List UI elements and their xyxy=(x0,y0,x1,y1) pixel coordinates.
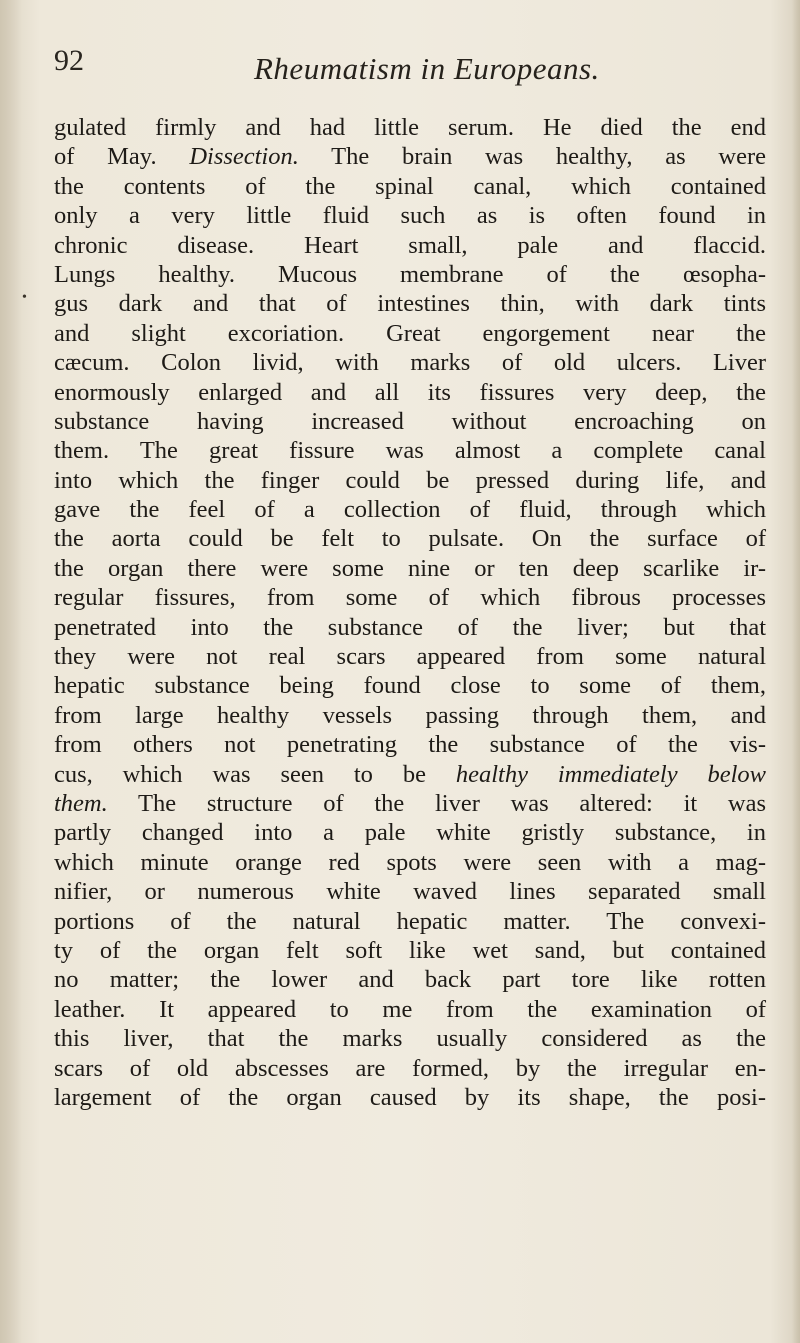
text-line xyxy=(54,524,766,553)
line-text: which minute orange red spots were seen with a mag- xyxy=(54,848,766,876)
text-line xyxy=(54,348,766,377)
text-line xyxy=(54,319,766,348)
line-text: from large healthy vessels passing through them, and xyxy=(54,701,766,729)
line-text: regular fissures, from some of which fibrous processes xyxy=(54,584,766,612)
text-line xyxy=(54,818,766,847)
text-line xyxy=(54,289,766,318)
line-text: penetrated into the substance of the liver; but that xyxy=(54,613,766,641)
line-text: gave the feel of a collection of fluid, through which xyxy=(54,496,766,524)
line-text: the aorta could be felt to pulsate. On the surface of xyxy=(54,525,766,553)
text-line xyxy=(54,642,766,671)
text-line xyxy=(54,142,766,171)
italic-text: them. xyxy=(54,789,108,817)
line-text: from others not penetrating the substance of the vis- xyxy=(54,731,766,759)
line-text: The structure of the liver was altered: it was xyxy=(107,789,766,817)
text-line xyxy=(54,995,766,1024)
text-line xyxy=(54,201,766,230)
line-text: cus, which was seen to be xyxy=(54,760,456,788)
line-text: of May. xyxy=(54,143,190,171)
italic-text: healthy immediately below xyxy=(455,760,767,788)
line-text: them. The great fissure was almost a complete canal xyxy=(54,437,766,465)
text-line xyxy=(54,701,766,730)
line-text: scars of old abscesses are formed, by the irregular en- xyxy=(54,1054,766,1082)
line-text: ty of the organ felt soft like wet sand, but contained xyxy=(54,936,766,964)
text-line xyxy=(54,231,766,260)
margin-mark: • xyxy=(22,290,27,305)
text-line xyxy=(54,848,766,877)
page-edge-shadow xyxy=(792,0,800,1343)
line-text: enormously enlarged and all its fissures very deep, the xyxy=(54,378,766,406)
line-text: they were not real scars appeared from some natural xyxy=(54,643,766,671)
text-line xyxy=(54,495,766,524)
page-gutter-shadow xyxy=(0,0,22,1343)
italic-text: Dissection. xyxy=(189,143,299,171)
text-line xyxy=(54,1054,766,1083)
line-text: gulated firmly and had little serum. He died the end xyxy=(54,114,766,141)
text-line xyxy=(54,907,766,936)
line-text: only a very little fluid such as is often found in xyxy=(54,202,766,230)
line-text: substance having increased without encroaching on xyxy=(54,407,766,435)
line-text: cæcum. Colon livid, with marks of old ulcers. Liver xyxy=(54,349,766,377)
page-header xyxy=(54,42,774,92)
line-text: largement of the organ caused by its shape, the posi- xyxy=(54,1083,766,1111)
running-head: Rheumatism in Europeans. xyxy=(254,51,600,86)
text-line xyxy=(54,671,766,700)
line-text: into which the finger could be pressed during life, and xyxy=(54,466,766,494)
line-text: leather. It appeared to me from the examination of xyxy=(54,995,766,1023)
text-line xyxy=(54,378,766,407)
text-line xyxy=(54,1083,766,1112)
line-text: and slight excoriation. Great engorgement near the xyxy=(54,319,766,347)
line-text: partly changed into a pale white gristly substance, in xyxy=(54,819,766,847)
page-number: 92 xyxy=(54,44,84,77)
line-text: gus dark and that of intestines thin, with dark tints xyxy=(54,290,766,318)
text-line xyxy=(54,613,766,642)
line-text: The brain was healthy, as were xyxy=(298,143,766,171)
line-text: the organ there were some nine or ten deep scarlike ir- xyxy=(54,554,766,582)
line-text: Lungs healthy. Mucous membrane of the œsopha- xyxy=(54,260,766,288)
text-line xyxy=(54,965,766,994)
text-line xyxy=(54,554,766,583)
line-text: this liver, that the marks usually considered as the xyxy=(54,1025,766,1053)
line-text: chronic disease. Heart small, pale and flaccid. xyxy=(54,231,766,259)
text-line xyxy=(54,466,766,495)
line-text: hepatic substance being found close to some of them, xyxy=(54,672,766,700)
text-line xyxy=(54,1024,766,1053)
body-text xyxy=(54,113,766,1112)
text-line xyxy=(54,407,766,436)
text-line xyxy=(54,583,766,612)
line-text: no matter; the lower and back part tore like rotten xyxy=(54,966,766,994)
text-line xyxy=(54,877,766,906)
line-text: nifier, or numerous white waved lines separated small xyxy=(54,878,766,906)
text-line xyxy=(54,113,766,142)
text-line xyxy=(54,436,766,465)
text-line xyxy=(54,260,766,289)
text-line xyxy=(54,730,766,759)
line-text: the contents of the spinal canal, which contained xyxy=(54,172,766,200)
line-text: portions of the natural hepatic matter. The convexi- xyxy=(54,907,766,935)
text-line xyxy=(54,789,766,818)
text-line xyxy=(54,172,766,201)
text-line xyxy=(54,936,766,965)
text-line xyxy=(54,760,766,789)
